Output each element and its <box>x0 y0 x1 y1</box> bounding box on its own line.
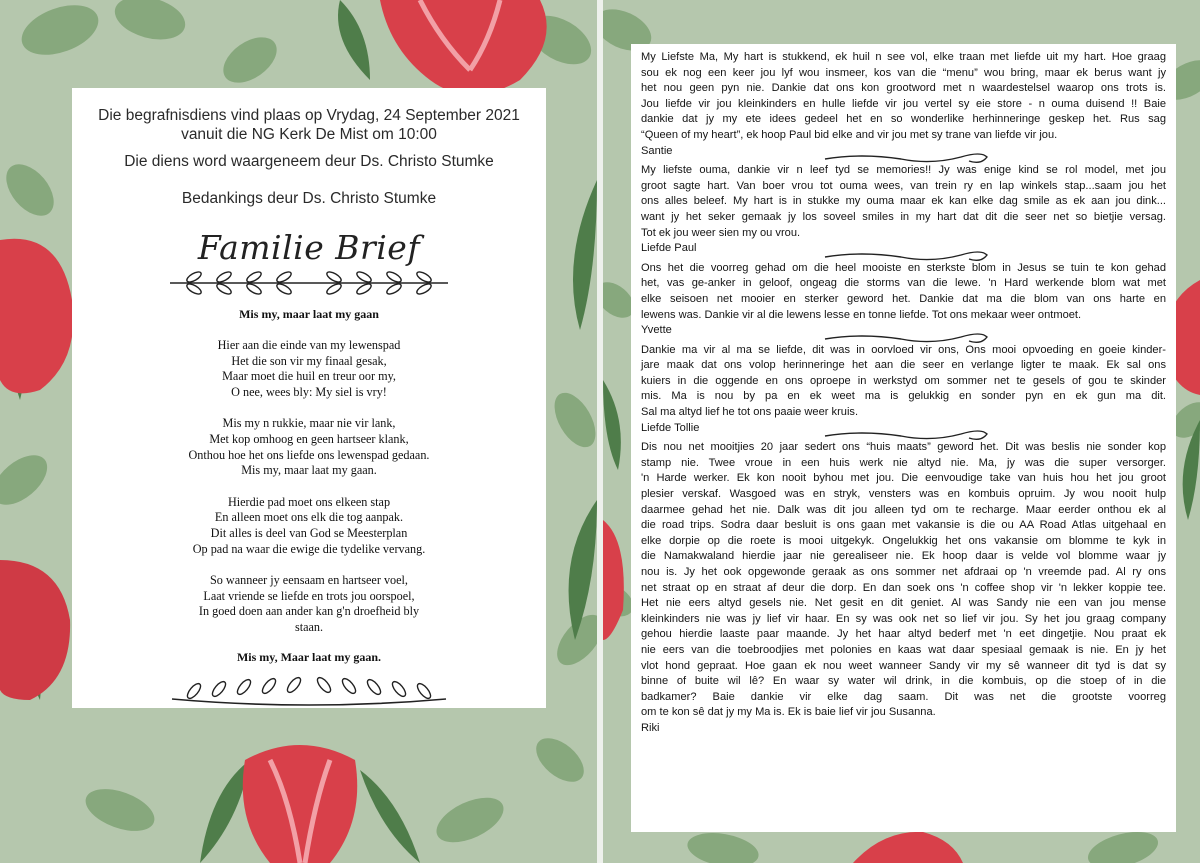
letter-line: Sal ma altyd lief he tot ons paaie weer kruis. <box>641 406 859 419</box>
letter-line: “Queen of my heart”, ek hoop Paul bid elke and vir jou met sy trane van liefde vir jou. <box>641 128 1058 141</box>
letter-line: Ons het die voorreg gehad om die heel mooiste en sterkste blom in Jesus se tuin te kon gehad <box>641 261 1166 274</box>
poem-line: Hier aan die einde van my lewenspad <box>217 338 401 352</box>
right-page <box>603 0 1200 863</box>
letter-line: elke seisoen net mooier en sterker geword het. Dankie dat ma die blom van ons harte en <box>641 292 1166 305</box>
left-page <box>0 0 597 863</box>
poem-line: Laat vriende se liefde en trots jou oorspoel, <box>203 588 415 603</box>
letter-line: sou ek nog een keer jou lyf wou insmeer, kos van die “menu” wou bring, maar ek berus want jy <box>641 66 1166 79</box>
poem-line: In goed doen aan ander kan g'n droefheid bly <box>198 604 420 619</box>
letter-line: Het nie eers altyd gesels nie. Net gesit en dit geniet. Al was Sandy nie een van jou mense <box>641 597 1166 610</box>
funeral-notice-card <box>72 88 546 708</box>
service-venue-line: vanuit die NG Kerk De Mist om 10:00 <box>181 126 437 143</box>
letter-line: Dis nou net mooitjies 20 jaar sedert ons “huis maats” geword het. Dit was beslis nie sonder kop <box>641 441 1166 454</box>
letter-block <box>641 261 1166 339</box>
poem-stanza <box>72 495 546 557</box>
letter-line: plesier verskaf. Wasgoed was en stryk, vensters was en kombuis opruim. Jy wou nooit hulp <box>641 488 1166 501</box>
laurel-divider-icon <box>164 271 454 295</box>
letter-line: mis. Ma is nou by pa en ek weet ma is gelukkig en sonder pyn en ek gun ma dit. <box>641 390 1166 403</box>
poem-stanza <box>72 573 546 635</box>
letter-line: die road trips. Sodra daar besluit is ons gaan met vakansie is die ou AA Road Atlas uitgehaal en <box>641 519 1166 532</box>
service-date-line: Die begrafnisdiens vind plaas op Vrydag, 24 September 2021 <box>98 107 520 124</box>
letter-line: kuiers in die oggende en ons oproepe in werkstyd om sommer net te gesels of gou te skinder <box>641 374 1166 387</box>
poem-stanza <box>72 338 546 400</box>
thanks-line: Bedankings deur Ds. Christo Stumke <box>181 190 437 207</box>
letter-line: groot sagte hart. Van boer vrou tot ouma wees, van trein ry en lap winkels stap...saam jou het <box>641 179 1166 192</box>
poem-line: So wanneer jy eensaam en hartseer voel, <box>210 573 408 588</box>
letter-block <box>641 440 1166 736</box>
letter-signature: Santie <box>641 144 673 157</box>
officiant-line: Die diens word waargeneem deur Ds. Christo Stumke <box>124 153 494 170</box>
letter-block <box>641 343 1166 437</box>
letter-line: het, vas ge-anker in geloof, ongeag die storms van die lewe. 'n Hard werkende blom wat met <box>641 277 1166 290</box>
letter-line: binne of buite wil lê? En waar sy water wil drink, in die kombuis, op die stoep of in die <box>641 675 1166 688</box>
letter-signature: Liefde Tollie <box>641 421 700 434</box>
letter-line: My liefste ouma, dankie vir n leef tyd se memories!! Jy was enige kind se rol model, met jou <box>641 164 1166 177</box>
divider-wrap <box>641 247 1166 255</box>
letter-line: nou is. Jy het ook opgewonde geraak as ons sommer net afdraai op 'n vreemde pad. Al ry ons <box>641 566 1166 578</box>
tribute-letters <box>641 50 1166 737</box>
letter-line: stamp nie. Twee vroue in een huis werk nie altyd nie. Ma, jy was die super versorger. <box>641 456 1166 469</box>
letter-line: Tot ek jou weer sien my ou vrou. <box>641 226 801 239</box>
letter-line: net straat op en straat af deur die dorp. En dan soek ons 'n coffee shop vir 'n lekker koppie tee. <box>641 581 1166 594</box>
tribute-letters-card <box>631 44 1176 832</box>
poem-line: Op pad na waar die ewige die tydelike vervang. <box>192 541 426 556</box>
letter-line: ons alles beleef. My hart is in stukke my ouma maar ek kan elke dag smile as ek aan jou dink... <box>641 195 1166 208</box>
letter-signature: Riki <box>641 721 660 734</box>
poem-line: Dit alles is deel van God se Meesterplan <box>210 525 408 540</box>
poem-line: Onthou hoe het ons liefde ons lewenspad gedaan. <box>188 447 430 462</box>
poem-line: Maar moet die huil en treur oor my, <box>222 369 396 384</box>
poem-line: Met kop omhoog en geen hartseer klank, <box>209 431 409 446</box>
letter-block <box>641 163 1166 257</box>
poem-closing: Mis my, Maar laat my gaan. <box>236 649 382 664</box>
letter-line: daarmee gehad het nie. Dalk was dit jou alleen tyd om te recharge. Maar eerder onthou ek al <box>641 503 1166 516</box>
letter-line: het nou geen pyn nie. Dankie dat ons kon grootword met n waardestelsel waarop ons trots is. <box>641 82 1166 95</box>
poem-line: staan. <box>294 619 324 634</box>
poem-title: Mis my, maar laat my gaan <box>239 307 379 321</box>
poem-line: Het die son vir my finaal gesak, <box>231 353 387 368</box>
letter-line: 'n Harde werker. Ek kon nooit byhou met jou. Die eenvoudige take van huis hou het jou groot <box>641 472 1166 485</box>
letter-line: badkamer? Baie dankie vir elke dag saam. Dit was net die grootste voorreg <box>641 690 1166 703</box>
divider-wrap <box>641 149 1166 157</box>
divider-wrap <box>641 329 1166 337</box>
letter-line: vlot hond gepraat. Hoe gaan ek nou weet wanneer Sandy vir my sê wanneer dit tyd is dat sy <box>641 659 1166 672</box>
letter-line: lewens was. Dankie vir al die lewens lesse en tonne liefde. Tot ons mekaar weer ontmoet. <box>641 308 1082 321</box>
laurel-wreath-icon <box>164 669 454 709</box>
letter-line: nie eers van die toebroodjies met polonies en kaas wat daar spesiaal gemaak is nie. En jy het <box>641 643 1166 656</box>
protea-flower-top <box>380 0 547 95</box>
letter-line: elke dorpie op die roete is mooi uitgekyk. Ongelukkig het ons vakansie om blomme te kyk in <box>641 534 1166 547</box>
letter-line: Dankie ma vir al ma se liefde, dit was in oorvloed vir ons, Ons mooi opvoeding en goeie kinder- <box>641 343 1166 356</box>
poem-line: Mis my, maar laat my gaan. <box>241 463 377 478</box>
letter-line: kleinkinders nie was jy lief vir haar. En sy was ook net so lief vir jou. Sy het jou graag company <box>641 612 1166 625</box>
letter-line: jare maak dat ons volop herinneringe het aan die seer en verlange ligter te maak. Ek sal ons <box>641 359 1166 372</box>
letter-signature: Liefde Paul <box>641 242 697 255</box>
letter-block <box>641 50 1166 159</box>
letter-line: want jy het seker gemaak jy los soveel smiles in my hart dat dit die seer net so bietjie versag. <box>641 210 1166 223</box>
divider-wrap <box>641 426 1166 434</box>
letter-line: My Liefste Ma, My hart is stukkend, ek huil n see vol, elke traan met liefde uit my hart. Hoe graag <box>641 51 1166 63</box>
poem-line: O nee, wees bly: My siel is vry! <box>231 384 387 399</box>
poem-stanza <box>72 416 546 478</box>
poem-line: Hierdie pad moet ons elkeen stap <box>227 494 391 509</box>
letter-line: gehou hierdie laaste paar maande. Jy het haar altyd bederf met 'n eet dingetjie. Nou praat ek <box>641 628 1166 641</box>
letter-line: Jou liefde vir jou kleinkinders en hulle liefde vir jou vertel sy eie store - n ouma duisend !! Baie <box>641 97 1166 110</box>
protea-flower-bottom <box>243 745 357 863</box>
letter-signature: Yvette <box>641 324 672 337</box>
poem-line: Mis my n rukkie, maar nie vir lank, <box>222 416 396 431</box>
family-letter-heading: Familie Brief <box>197 228 421 267</box>
letter-line: die Namakwaland hierdie jaar nie gerealiseer nie. Ek hoop daar is velde vol blomme waar jy <box>641 550 1166 563</box>
poem-line: En alleen moet ons elk die tog aanpak. <box>214 510 404 525</box>
letter-line: dankie dat jy my ete idees gedeel het en so wonderlike herhinneringe geskep het. Rus sag <box>641 113 1166 126</box>
letter-line: om te kon sê dat jy my Ma is. Ek is baie lief vir jou Susanna. <box>641 706 936 719</box>
